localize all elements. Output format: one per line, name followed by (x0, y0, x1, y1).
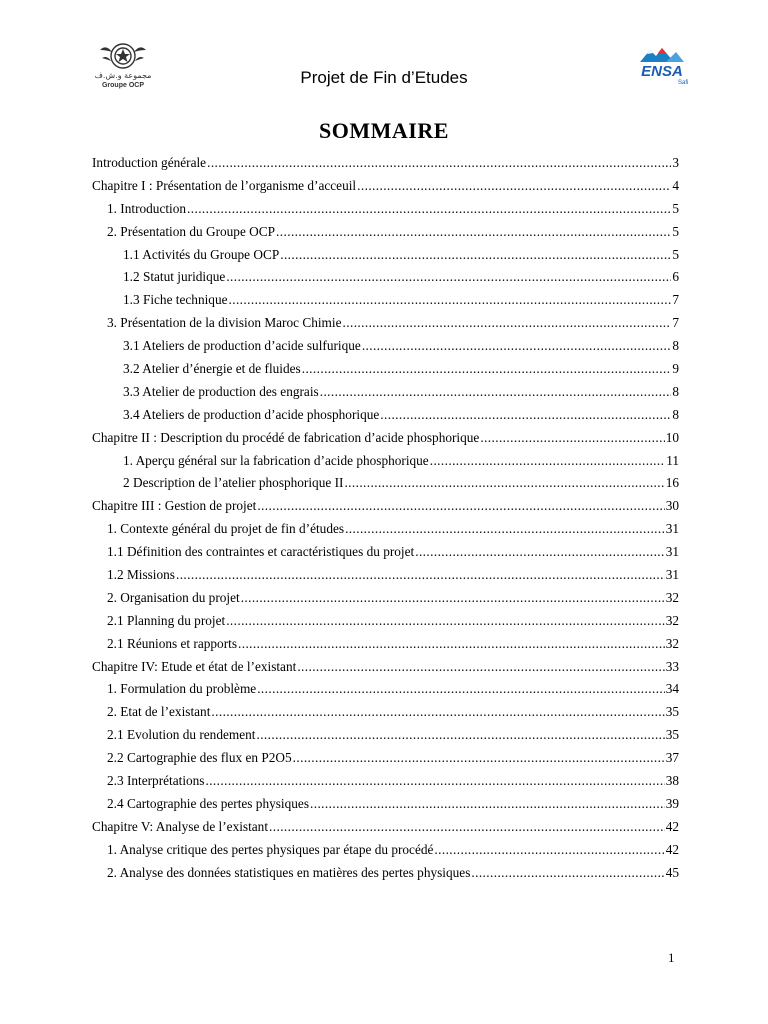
toc-dot-leader (256, 727, 664, 743)
toc-entry[interactable] (92, 407, 679, 430)
toc-entry-page: 32 (665, 635, 679, 651)
toc-entry-title: Chapitre IV: Etude et état de l’existant (92, 658, 297, 674)
toc-entry-page: 35 (665, 727, 679, 743)
toc-entry[interactable] (92, 796, 679, 819)
toc-entry-page: 5 (672, 246, 679, 262)
toc-entry[interactable] (92, 430, 679, 453)
toc-dot-leader (226, 613, 665, 629)
toc-entry-page: 34 (665, 681, 679, 697)
toc-entry-page: 8 (672, 338, 679, 354)
toc-entry[interactable] (92, 727, 679, 750)
toc-entry[interactable] (92, 842, 679, 865)
toc-entry-title: 2. Etat de l’existant (107, 704, 211, 720)
toc-entry-page: 31 (665, 521, 679, 537)
toc-entry[interactable] (92, 178, 679, 201)
toc-entry-page: 5 (672, 200, 679, 216)
page-title: SOMMAIRE (319, 118, 449, 143)
toc-dot-leader (205, 773, 664, 789)
toc-entry-title: 1. Aperçu général sur la fabrication d’acide phosphorique (123, 452, 429, 468)
toc-entry-title: 1.1 Définition des contraintes et caractéristiques du projet (107, 544, 415, 560)
ensa-logo (622, 40, 702, 88)
toc-entry-page: 42 (665, 818, 679, 834)
toc-dot-leader (226, 269, 671, 285)
toc-dot-leader (229, 292, 672, 308)
toc-entry-page: 45 (665, 864, 679, 880)
toc-entry-page: 7 (672, 292, 679, 308)
toc-entry-title: 1. Contexte général du projet de fin d’études (107, 521, 345, 537)
toc-entry[interactable] (92, 865, 679, 888)
toc-dot-leader (434, 842, 664, 858)
toc-entry-page: 11 (666, 452, 679, 468)
ensa-logo-text: ENSA (641, 63, 683, 80)
toc-dot-leader (257, 498, 664, 514)
table-of-contents (92, 155, 679, 888)
toc-entry-title: 1.3 Fiche technique (123, 292, 228, 308)
toc-dot-leader (320, 384, 672, 400)
toc-dot-leader (257, 681, 665, 697)
toc-dot-leader (176, 567, 665, 583)
toc-entry-title: 1. Introduction (107, 200, 187, 216)
toc-entry-title: 3. Présentation de la division Maroc Chimie (107, 315, 342, 331)
toc-entry-page: 7 (672, 315, 679, 331)
toc-entry[interactable] (92, 681, 679, 704)
toc-entry[interactable] (92, 361, 679, 384)
toc-entry-page: 31 (665, 544, 679, 560)
toc-entry-page: 33 (665, 658, 679, 674)
toc-entry-page: 37 (665, 750, 679, 766)
toc-entry-title: 3.3 Atelier de production des engrais (123, 383, 319, 399)
toc-dot-leader (345, 521, 665, 537)
toc-dot-leader (415, 544, 664, 560)
toc-entry[interactable] (92, 269, 679, 292)
toc-entry-title: 1. Analyse critique des pertes physiques par étape du procédé (107, 841, 434, 857)
toc-entry-title: 2.1 Planning du projet (107, 612, 226, 628)
toc-entry-page: 35 (665, 704, 679, 720)
toc-entry-title: 2 Description de l’atelier phosphorique II (123, 475, 344, 491)
toc-entry-title: 3.2 Atelier d’énergie et de fluides (123, 361, 301, 377)
toc-entry-page: 9 (672, 361, 679, 377)
toc-dot-leader (480, 430, 664, 446)
toc-entry-page: 38 (665, 773, 679, 789)
toc-entry-page: 31 (665, 567, 679, 583)
page-number: 1 (668, 950, 675, 965)
toc-entry-page: 42 (665, 841, 679, 857)
toc-entry-page: 32 (665, 589, 679, 605)
toc-entry-title: Chapitre I : Présentation de l’organisme d’acceuil (92, 177, 357, 193)
toc-entry[interactable] (92, 590, 679, 613)
toc-entry-title: Chapitre III : Gestion de projet (92, 498, 257, 514)
toc-entry-page: 6 (672, 269, 679, 285)
toc-dot-leader (269, 819, 665, 835)
toc-dot-leader (297, 659, 664, 675)
toc-dot-leader (430, 453, 665, 469)
toc-entry[interactable] (92, 704, 679, 727)
toc-entry-title: 2.1 Evolution du rendement (107, 727, 256, 743)
toc-dot-leader (357, 178, 671, 194)
toc-entry[interactable] (92, 659, 679, 682)
toc-entry-title: 1. Formulation du problème (107, 681, 257, 697)
toc-entry[interactable] (92, 155, 679, 178)
toc-dot-leader (238, 636, 665, 652)
logo-ocp-text: Groupe OCP (101, 82, 145, 89)
toc-dot-leader (471, 865, 664, 881)
toc-entry-title: 3.1 Ateliers de production d’acide sulfurique (123, 338, 361, 354)
toc-dot-leader (293, 750, 665, 766)
toc-dot-leader (302, 361, 672, 377)
toc-entry[interactable] (92, 773, 679, 796)
toc-entry-title: 1.2 Statut juridique (123, 269, 226, 285)
toc-entry-title: Introduction générale (92, 155, 207, 170)
toc-entry[interactable] (92, 292, 679, 315)
toc-entry-title: 2.4 Cartographie des pertes physiques (107, 795, 309, 811)
toc-entry-title: 3.4 Ateliers de production d’acide phosphorique (123, 406, 380, 422)
toc-entry-title: 2.2 Cartographie des flux en P2O5 (107, 750, 292, 766)
toc-entry-page: 30 (665, 498, 679, 514)
toc-entry-page: 39 (665, 795, 679, 811)
logo-arabic-text: مجموعة و.ش.ف (94, 71, 152, 80)
toc-entry[interactable] (92, 201, 679, 224)
toc-entry-title: 2. Organisation du projet (107, 589, 240, 605)
header-title: Projet de Fin d’Etudes (300, 68, 468, 87)
toc-dot-leader (280, 247, 671, 263)
toc-dot-leader (187, 201, 671, 217)
toc-entry[interactable] (92, 315, 679, 338)
toc-entry-page: 32 (665, 612, 679, 628)
toc-entry-title: 2. Analyse des données statistiques en matières des pertes physiques (107, 864, 471, 880)
toc-entry-title: Chapitre V: Analyse de l’existant (92, 818, 269, 834)
toc-entry[interactable] (92, 224, 679, 247)
toc-dot-leader (241, 590, 665, 606)
toc-dot-leader (211, 704, 664, 720)
toc-entry[interactable] (92, 384, 679, 407)
toc-dot-leader (276, 224, 671, 240)
toc-dot-leader (310, 796, 665, 812)
toc-entry[interactable] (92, 819, 679, 842)
toc-entry-page: 4 (672, 177, 679, 193)
toc-entry[interactable] (92, 613, 679, 636)
toc-entry-title: 2. Présentation du Groupe OCP (107, 223, 276, 239)
ensa-logo-subtext: Safi (678, 80, 689, 86)
toc-entry[interactable] (92, 475, 679, 498)
toc-entry-page: 5 (672, 223, 679, 239)
toc-entry-page: 16 (665, 475, 679, 491)
toc-entry-title: 1.2 Missions (107, 567, 175, 583)
toc-entry-page: 8 (672, 383, 679, 399)
toc-entry-page: 3 (672, 155, 679, 170)
toc-entry-title: 2.1 Réunions et rapports (107, 635, 237, 651)
toc-entry-page: 8 (672, 406, 679, 422)
toc-dot-leader (207, 155, 671, 171)
toc-entry[interactable] (92, 567, 679, 590)
toc-entry-title: 1.1 Activités du Groupe OCP (123, 246, 280, 262)
toc-dot-leader (362, 338, 672, 354)
toc-entry[interactable] (92, 498, 679, 521)
toc-entry[interactable] (92, 453, 679, 476)
toc-dot-leader (380, 407, 671, 423)
toc-entry[interactable] (92, 544, 679, 567)
toc-entry[interactable] (92, 521, 679, 544)
toc-entry[interactable] (92, 247, 679, 270)
toc-entry-page: 10 (665, 429, 679, 445)
toc-dot-leader (343, 315, 672, 331)
toc-dot-leader (344, 475, 664, 491)
toc-entry[interactable] (92, 636, 679, 659)
toc-entry[interactable] (92, 338, 679, 361)
toc-entry-title: Chapitre II : Description du procédé de fabrication d’acide phosphorique (92, 429, 480, 445)
toc-entry[interactable] (92, 750, 679, 773)
toc-entry-title: 2.3 Interprétations (107, 773, 205, 789)
